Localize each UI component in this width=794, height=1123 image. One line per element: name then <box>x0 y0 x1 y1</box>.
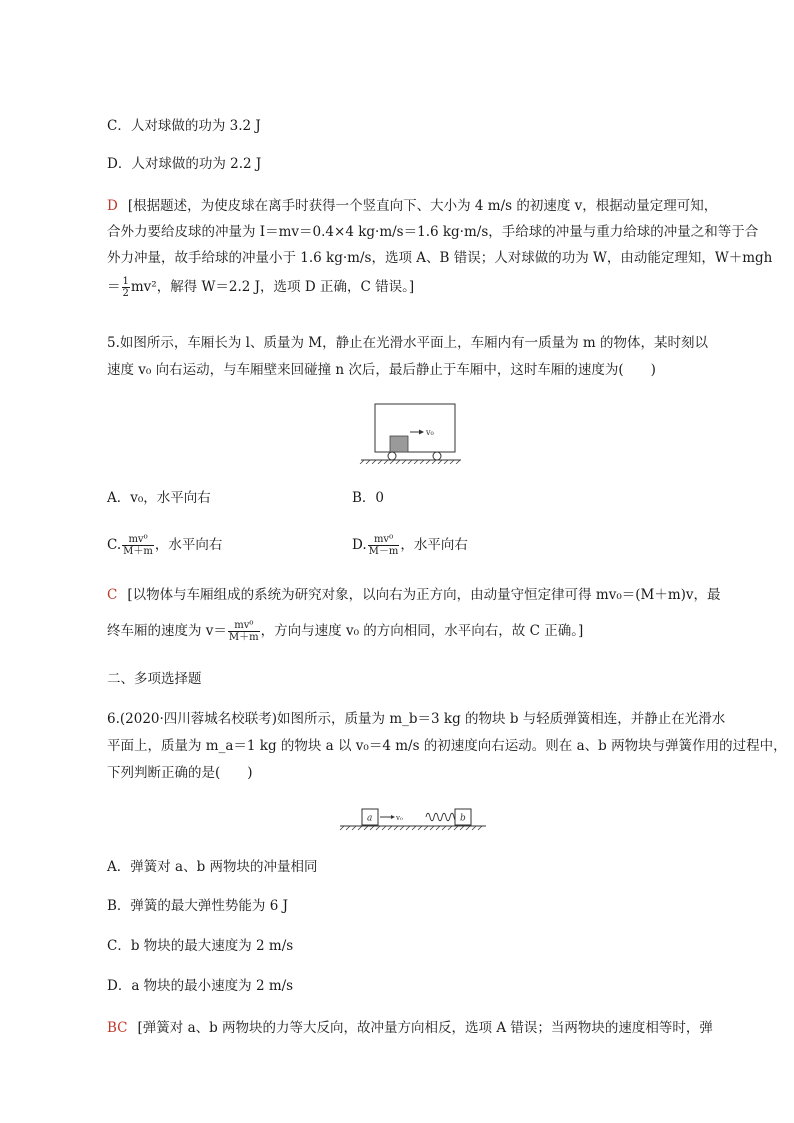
q4-explanation-line-2: 合外力要给皮球的冲量为 I＝mv＝0.4×4 kg·m/s＝1.6 kg·m/s，手给球的冲量与重力给球的冲量之和等于合 <box>107 224 759 240</box>
q4-expl-eq-rest: mv²，解得 W＝2.2 J，选项 D 正确，C 错误。] <box>130 279 415 295</box>
q6-expl-text-1: [弹簧对 a、b 两物块的力等大反向，故冲量方向相反，选项 A 错误；当两物块的速度相等时，弹 <box>137 1020 713 1036</box>
fraction-numerator: 1 <box>122 276 129 287</box>
option-c-prefix: C. <box>107 537 122 553</box>
wheel-right <box>433 452 441 460</box>
fraction-numerator: mv⁰ <box>368 534 400 546</box>
q6-stem-line-2: 平面上，质量为 m_a＝1 kg 的物块 a 以 v₀＝4 m/s 的初速度向右运动。则在 a、b 两物块与弹簧作用的过程中， <box>107 738 787 754</box>
q4-expl-text-1: [根据题述，为使皮球在离手时获得一个竖直向下、大小为 4 m/s 的初速度 v，根据动量定理可知， <box>127 198 718 214</box>
arrow-head <box>391 815 395 819</box>
velocity-label: v₀ <box>396 814 403 822</box>
carriage-body <box>375 404 455 452</box>
q4-explanation-line-3: 外力冲量，故手给球的冲量小于 1.6 kg·m/s，选项 A、B 错误；人对球做的功为 W，由动能定理知，W＋mgh <box>107 250 773 266</box>
block-a-label: a <box>367 813 373 824</box>
option-c-fraction <box>122 534 154 557</box>
q6-option-a: A．弹簧对 a、b 两物块的冲量相同 <box>107 859 318 875</box>
fraction-numerator: mv⁰ <box>228 620 260 632</box>
option-d-suffix: ，水平向右 <box>400 537 468 553</box>
ground-hatching <box>340 826 482 830</box>
q5-expl-prefix: 终车厢的速度为 v＝ <box>107 623 227 639</box>
fraction-denominator: M－m <box>368 546 399 557</box>
q5-expl-suffix: ，方向与速度 v₀ 的方向相同，水平向右，故 C 正确。] <box>260 623 584 639</box>
block-m <box>390 436 408 452</box>
q4-option-d: D．人对球做的功为 2.2 J <box>107 156 262 172</box>
section-heading: 二、多项选择题 <box>107 671 202 687</box>
q6-stem-line-3: 下列判断正确的是( ) <box>107 765 253 781</box>
q5-option-a: A．v₀，水平向右 <box>107 490 211 506</box>
q5-stem-line-1: 5.如图所示，车厢长为 l、质量为 M，静止在光滑水平面上，车厢内有一质量为 m 的物体，某时刻以 <box>107 335 708 351</box>
q4-expl-eq-prefix: ＝ <box>107 279 121 295</box>
fraction-denominator: M＋m <box>228 632 259 643</box>
carriage-figure <box>355 398 467 464</box>
q5-expl-text-1: [以物体与车厢组成的系统为研究对象，以向右为正方向，由动量守恒定律可得 mv₀＝(M＋m)v，最 <box>127 587 721 603</box>
arrow-head <box>419 430 424 435</box>
q4-explanation-line-1 <box>107 196 717 216</box>
q6-answer: BC <box>107 1020 128 1036</box>
q5-option-d <box>352 534 468 557</box>
q5-explanation-line-2 <box>107 620 583 643</box>
q5-option-c <box>107 534 222 557</box>
q6-option-b: B．弹簧的最大弹性势能为 6 J <box>107 898 289 914</box>
q5-option-b: B．0 <box>352 490 385 506</box>
ground-hatching <box>360 460 460 464</box>
spring-blocks-figure <box>338 805 488 833</box>
block-b-label: b <box>460 813 466 824</box>
spring <box>426 813 458 821</box>
q6-stem-line-1: 6.(2020·四川蓉城名校联考)如图所示，质量为 m_b＝3 kg 的物块 b 与轻质弹簧相连，并静止在光滑水 <box>107 711 726 727</box>
wheel-left <box>388 452 396 460</box>
option-d-fraction <box>368 534 400 557</box>
q5-explanation-line-1 <box>107 585 721 605</box>
q6-option-d: D．a 物块的最小速度为 2 m/s <box>107 978 294 994</box>
q4-answer: D <box>107 198 118 214</box>
option-d-prefix: D. <box>352 537 367 553</box>
fraction-numerator: mv⁰ <box>122 534 154 546</box>
q4-half-fraction <box>122 276 130 299</box>
fraction-denominator: 2 <box>122 288 129 299</box>
velocity-label: v₀ <box>426 428 434 437</box>
q6-explanation-line-1 <box>107 1018 713 1038</box>
q5-stem-line-2: 速度 v₀ 向右运动，与车厢壁来回碰撞 n 次后，最后静止于车厢中，这时车厢的速度为( ) <box>107 362 656 378</box>
option-c-suffix: ，水平向右 <box>154 537 223 553</box>
fraction-denominator: M＋m <box>123 546 153 557</box>
q4-explanation-line-4 <box>107 276 414 299</box>
q4-option-c: C．人对球做的功为 3.2 J <box>107 118 261 134</box>
q5-answer: C <box>107 587 118 603</box>
q6-option-c: C．b 物块的最大速度为 2 m/s <box>107 938 294 954</box>
q5-expl-fraction <box>228 620 260 643</box>
